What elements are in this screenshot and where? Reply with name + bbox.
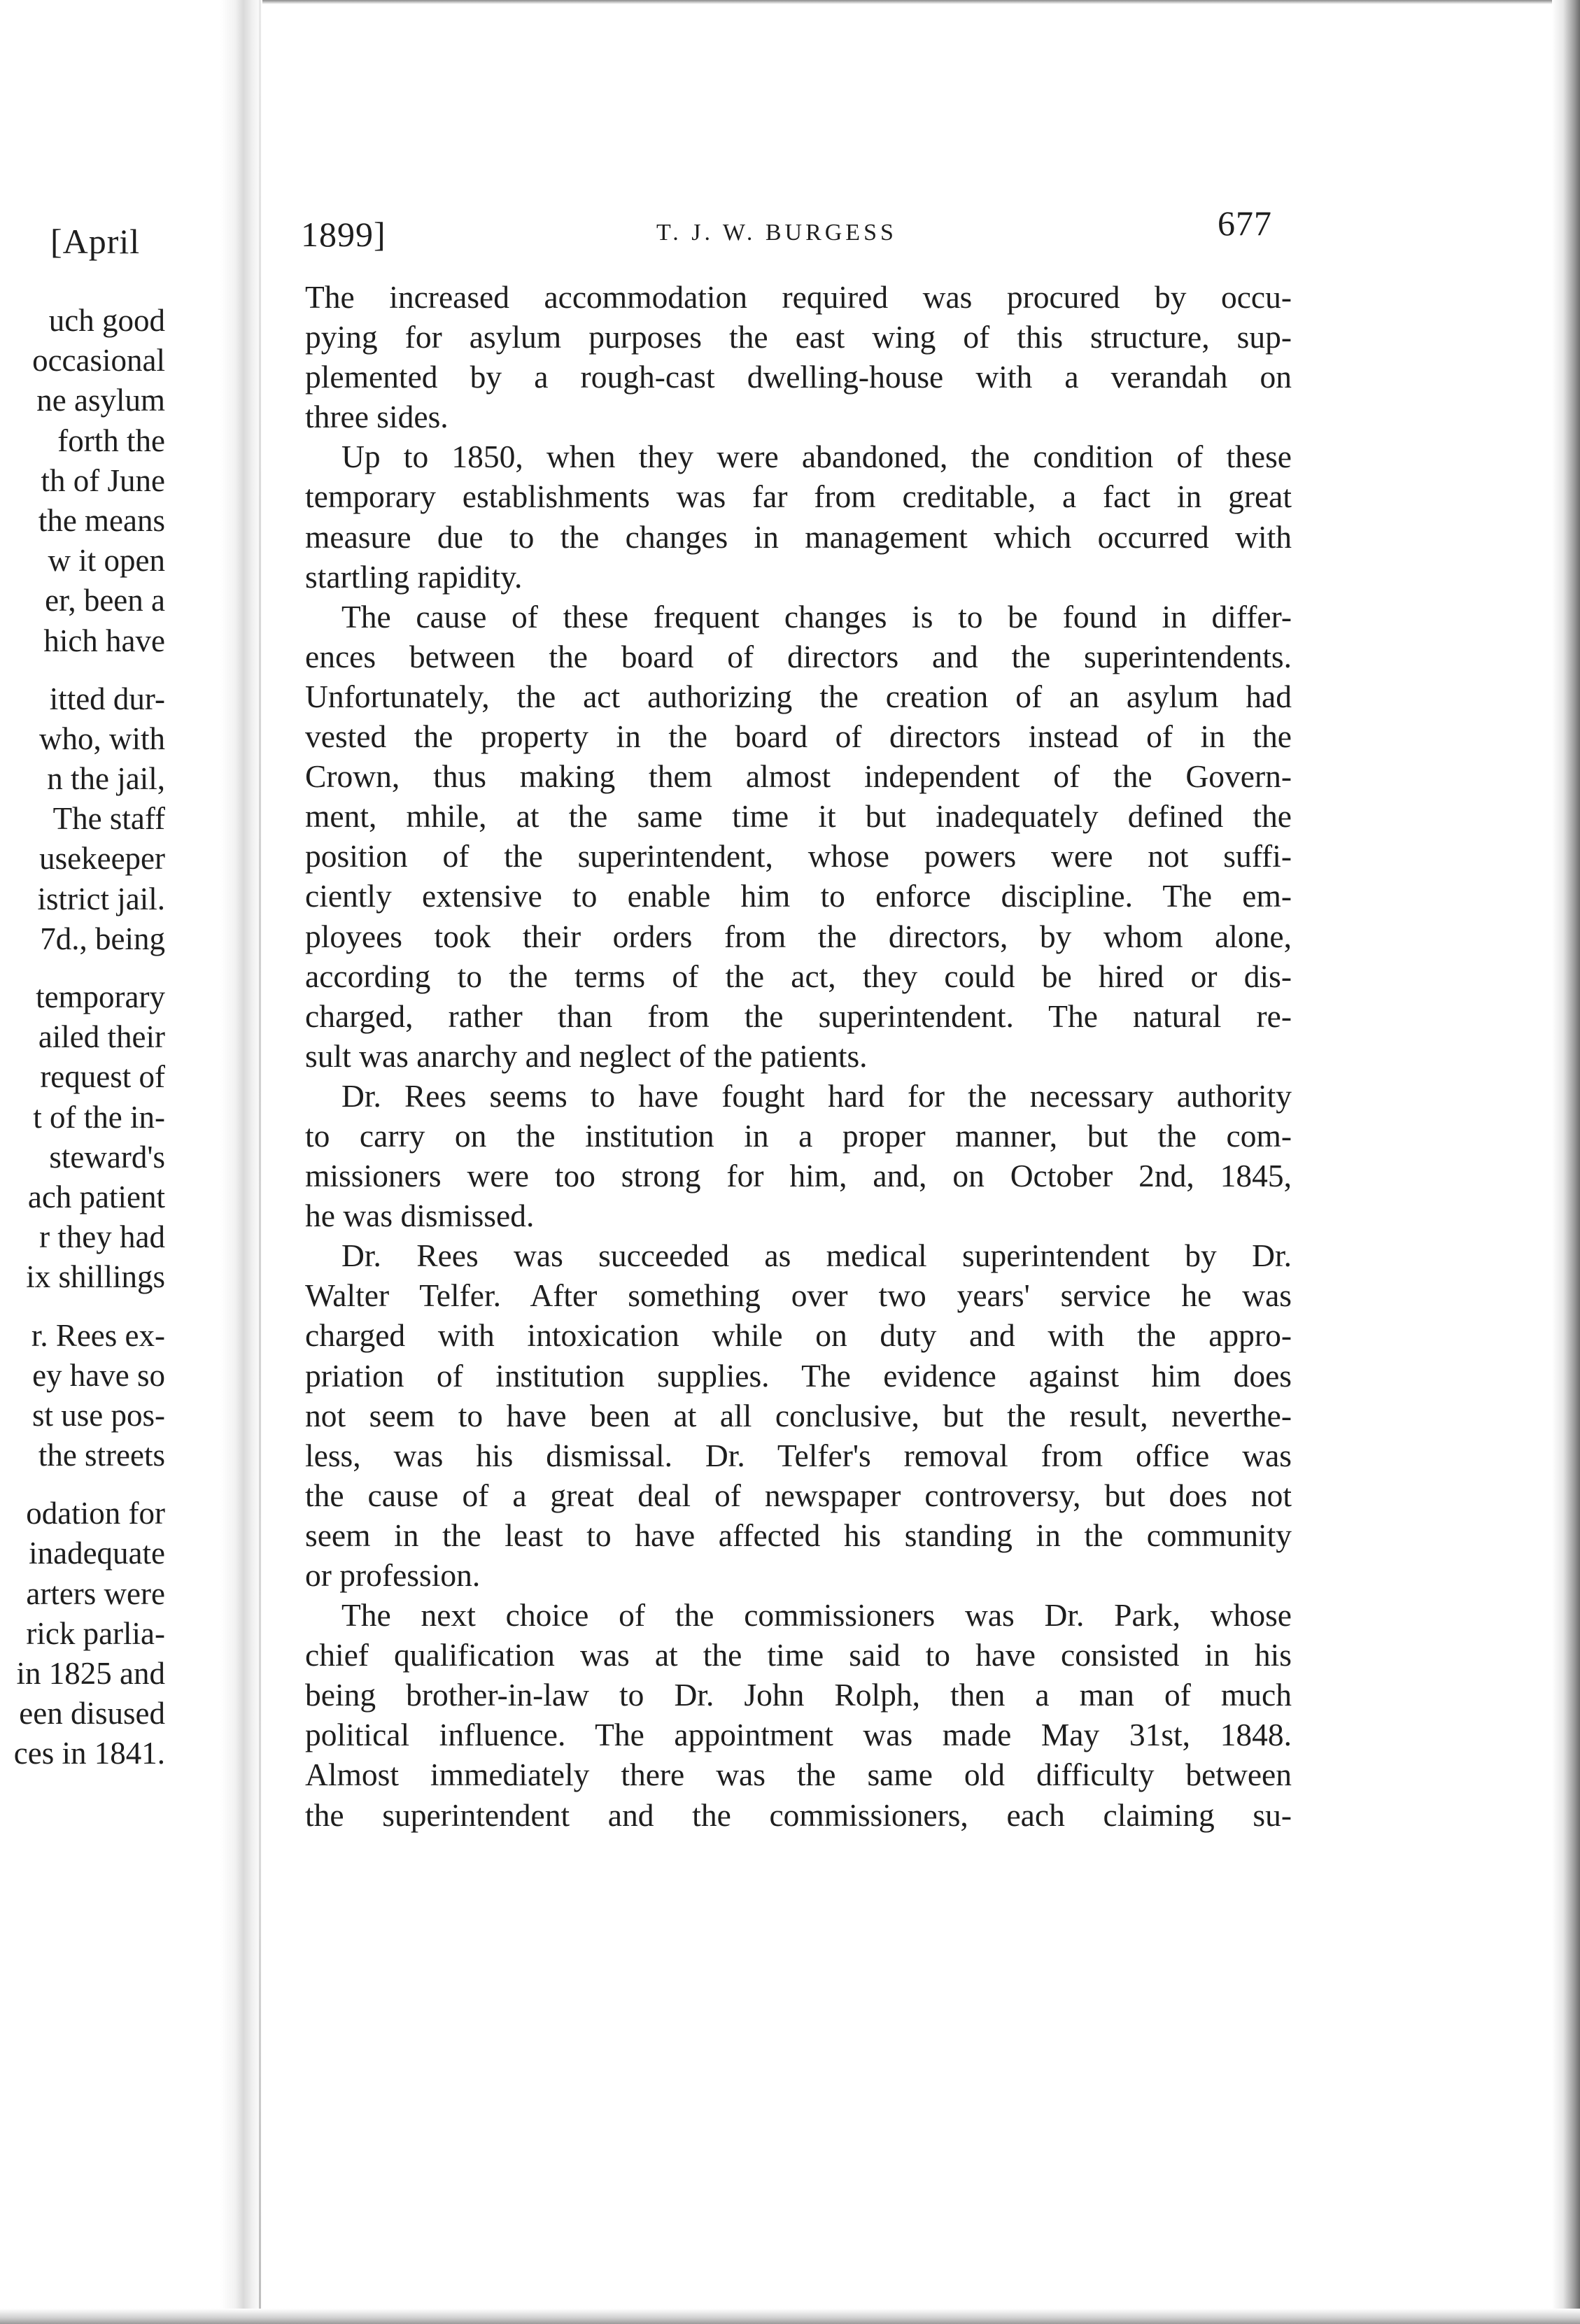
text-line: seem in the least to have affected his standing in the community (305, 1517, 1292, 1553)
left-page-line: r. Rees ex- (31, 1317, 165, 1353)
text-line: ment, mhile, at the same time it but inadequately defined the (305, 798, 1292, 835)
left-page-line: ix shillings (26, 1259, 165, 1295)
left-page-gap (0, 959, 165, 977)
text-line: the superintendent and the commissioners, each claiming su- (305, 1797, 1292, 1833)
text-line: The cause of these frequent changes is to be found in differ- (341, 598, 1292, 635)
paragraph (305, 437, 1292, 596)
text-line: Up to 1850, when they were abandoned, the condition of these (341, 439, 1292, 475)
left-page-line: ailed their (38, 1019, 165, 1055)
left-page-line: occasional (32, 343, 165, 378)
text-line: position of the superintendent, whose powers were not suffi- (305, 838, 1292, 874)
left-page-line: in 1825 and (16, 1656, 165, 1691)
text-line: less, was his dismissal. Dr. Telfer's removal from office was (305, 1437, 1292, 1473)
left-page-line: hich have (43, 623, 165, 658)
left-page-line: The staff (52, 801, 165, 837)
left-page-line: ey have so (32, 1357, 165, 1393)
page-body-text (305, 277, 1292, 1835)
paragraph (305, 1595, 1292, 1835)
left-page-line: itted dur- (49, 681, 165, 716)
text-line: Unfortunately, the act authorizing the creation of an asylum had (305, 678, 1292, 714)
text-line: political influence. The appointment was made May 31st, 1848. (305, 1717, 1292, 1753)
paragraph (305, 277, 1292, 437)
left-page-line: temporary (36, 979, 165, 1014)
left-page-line: t of the in- (33, 1099, 165, 1135)
text-line: Crown, thus making them almost independent of the Govern- (305, 758, 1292, 795)
left-page-line: uch good (48, 303, 165, 338)
text-line: ences between the board of directors and the superintendents. (305, 638, 1292, 674)
left-page-line: the streets (38, 1438, 165, 1473)
paragraph (305, 1076, 1292, 1235)
text-line: The next choice of the commissioners was Dr. Park, whose (341, 1597, 1292, 1634)
left-page-line: istrict jail. (37, 881, 165, 916)
book-gutter-line (259, 0, 261, 2324)
left-page-line: ach patient (27, 1179, 165, 1214)
text-line: Almost immediately there was the same old difficulty between (305, 1757, 1292, 1793)
text-line: ciently extensive to enable him to enforce discipline. The em- (305, 878, 1292, 914)
text-line: not seem to have been at all conclusive, but the result, neverthe- (305, 1397, 1292, 1433)
text-line: three sides. (305, 399, 449, 435)
text-line: he was dismissed. (305, 1198, 535, 1234)
scan-right-edge (1552, 0, 1580, 2324)
text-line: temporary establishments was far from creditable, a fact in great (305, 479, 1292, 515)
left-page-line: th of June (41, 462, 165, 498)
left-page-text-fragments (0, 301, 165, 1774)
running-head (299, 189, 1293, 252)
left-page-line: who, with (39, 721, 165, 756)
left-page-line: odation for (26, 1496, 165, 1531)
text-line: being brother-in-law to Dr. John Rolph, then a man of much (305, 1677, 1292, 1713)
text-line: charged with intoxication while on duty and with the appro- (305, 1317, 1292, 1354)
left-facing-page (0, 0, 252, 2324)
left-page-line: request of (40, 1059, 165, 1095)
text-line: to carry on the institution in a proper manner, but the com- (305, 1117, 1292, 1154)
left-page-line: 7d., being (40, 921, 165, 956)
page-number: 677 (1218, 204, 1272, 243)
left-page-line: usekeeper (39, 841, 165, 877)
text-line: sult was anarchy and neglect of the patients. (305, 1037, 868, 1074)
book-gutter-shadow (220, 0, 262, 2324)
left-page-line: n the jail, (47, 761, 165, 797)
text-line: the cause of a great deal of newspaper controversy, but does not (305, 1477, 1292, 1513)
left-page-line: steward's (49, 1139, 165, 1175)
running-head-title: T. J. W. BURGESS (656, 220, 897, 246)
left-page-line: rick parlia- (26, 1615, 165, 1651)
text-line: plemented by a rough-cast dwelling-house with a verandah on (305, 359, 1292, 395)
left-page-line: ne asylum (36, 383, 165, 418)
left-page-line: een disused (19, 1696, 165, 1731)
left-page-line: forth the (57, 423, 165, 458)
left-page-gap (0, 1298, 165, 1316)
text-line: vested the property in the board of directors instead of in the (305, 718, 1292, 755)
left-page-gap (0, 661, 165, 679)
left-page-line: arters were (26, 1575, 165, 1611)
text-line: priation of institution supplies. The evidence against him does (305, 1357, 1292, 1394)
text-line: chief qualification was at the time said to have consisted in his (305, 1637, 1292, 1673)
text-line: startling rapidity. (305, 558, 523, 595)
text-line: missioners were too strong for him, and, on October 2nd, 1845, (305, 1158, 1292, 1194)
paragraph (305, 1235, 1292, 1595)
left-page-line: the means (38, 502, 165, 538)
left-page-gap (0, 1475, 165, 1494)
left-page-line: w it open (48, 543, 165, 579)
paragraph (305, 597, 1292, 1076)
left-page-line: er, been a (45, 583, 165, 618)
text-line: measure due to the changes in management which occurred with (305, 518, 1292, 555)
left-page-line: st use pos- (32, 1397, 165, 1433)
right-page (299, 189, 1293, 1833)
text-line: ployees took their orders from the directors, by whom alone, (305, 918, 1292, 954)
left-page-header: [April (50, 222, 141, 261)
left-page-line: ces in 1841. (13, 1736, 165, 1771)
text-line: The increased accommodation required was procured by occu- (305, 279, 1292, 315)
left-page-line: inadequate (29, 1536, 165, 1571)
running-head-year: 1899] (301, 215, 386, 254)
left-page-line: r they had (39, 1219, 165, 1255)
text-line: Walter Telfer. After something over two years' service he was (305, 1277, 1292, 1314)
text-line: pying for asylum purposes the east wing of this structure, sup- (305, 319, 1292, 355)
text-line: Dr. Rees seems to have fought hard for the necessary authority (341, 1077, 1292, 1114)
text-line: according to the terms of the act, they could be hired or dis- (305, 958, 1292, 994)
text-line: Dr. Rees was succeeded as medical superintendent by Dr. (341, 1238, 1292, 1274)
text-line: or profession. (305, 1557, 481, 1593)
text-line: charged, rather than from the superintendent. The natural re- (305, 998, 1292, 1034)
scan-bottom-edge (0, 2309, 1580, 2324)
